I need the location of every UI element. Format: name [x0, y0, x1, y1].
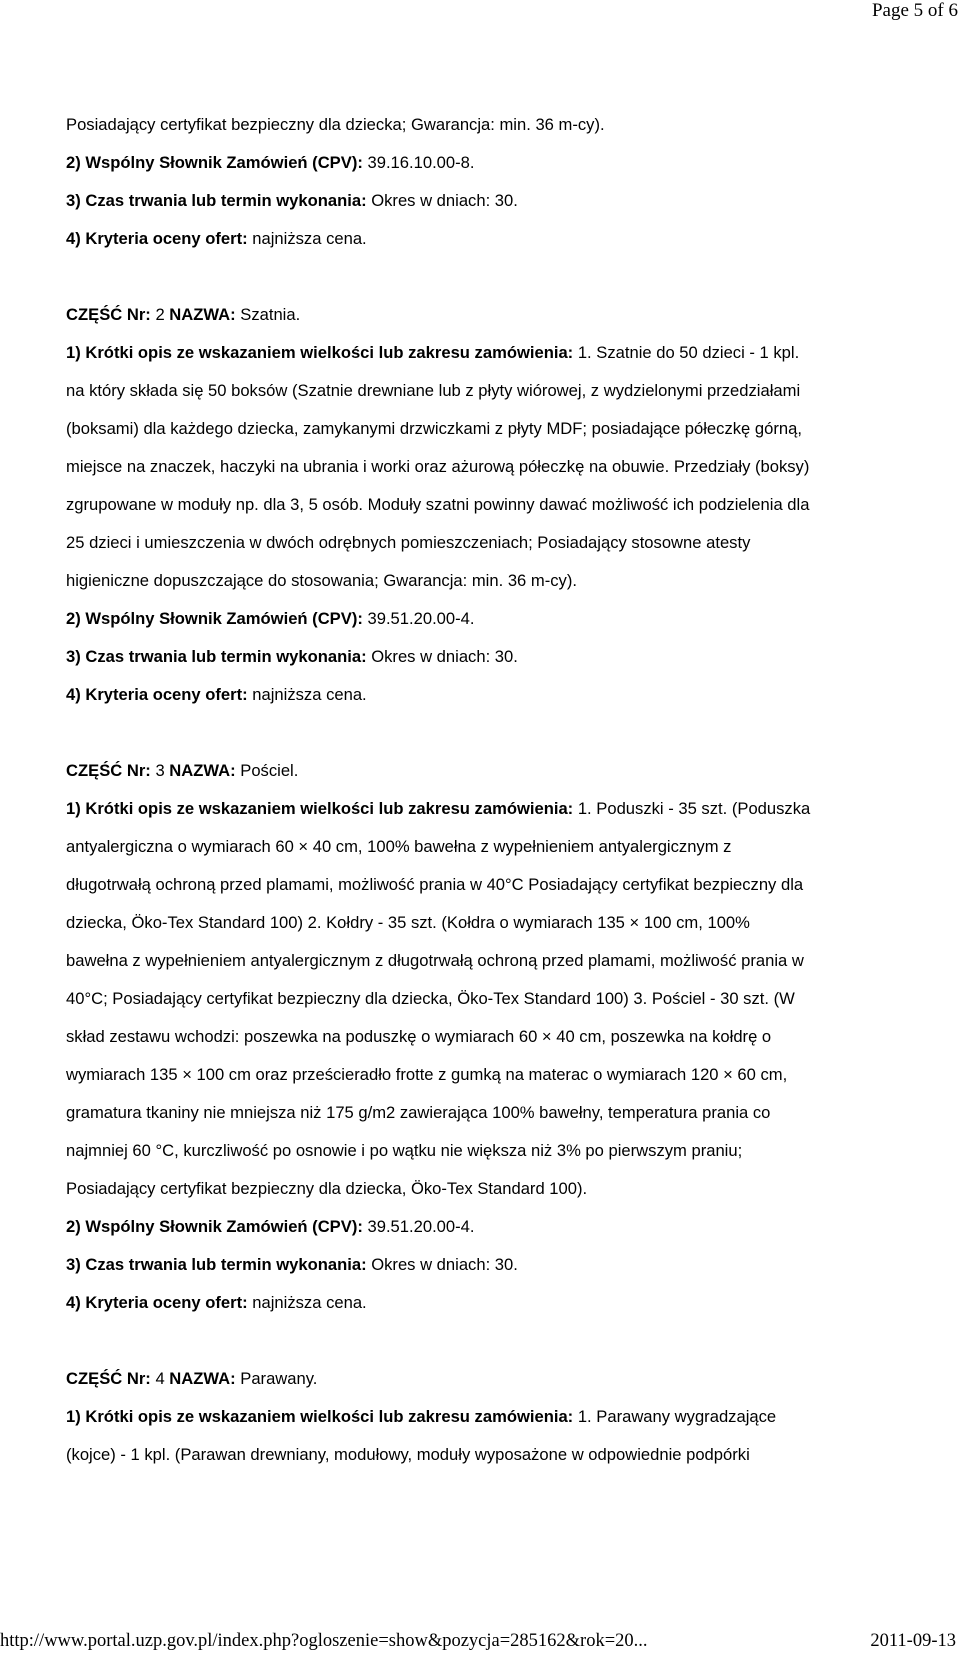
field-label: 1) Krótki opis ze wskazaniem wielkości lub zakresu zamówienia: — [66, 799, 578, 818]
field-value: Posiadający certyfikat bezpieczny dla dziecka; Gwarancja: min. 36 m-cy). — [66, 115, 605, 134]
text-line — [66, 904, 946, 942]
paragraph-gap — [66, 714, 946, 752]
text-line — [66, 866, 946, 904]
field-value: najniższa cena. — [252, 229, 367, 248]
text-line — [66, 448, 946, 486]
text-line — [66, 372, 946, 410]
text-line — [66, 562, 946, 600]
field-value: długotrwałą ochroną przed plamami, możliwość prania w 40°C Posiadający certyfikat bezpieczny dla — [66, 875, 804, 894]
field-value: 39.51.20.00-4. — [367, 1217, 475, 1236]
field-label: NAZWA: — [169, 1369, 241, 1388]
field-value: 1. Parawany wygradzające — [577, 1407, 777, 1426]
paragraph-gap — [66, 1322, 946, 1360]
page-header — [0, 0, 960, 30]
field-label: NAZWA: — [169, 761, 241, 780]
field-label: 3) Czas trwania lub termin wykonania: — [66, 647, 372, 666]
field-value: Szatnia. — [240, 305, 301, 324]
page-footer — [0, 1630, 960, 1654]
field-label: 1) Krótki opis ze wskazaniem wielkości lub zakresu zamówienia: — [66, 1407, 578, 1426]
field-label: CZĘŚĆ Nr: — [66, 305, 156, 324]
text-line — [66, 410, 946, 448]
text-line — [66, 1360, 946, 1398]
field-value: Pościel. — [240, 761, 299, 780]
field-value: najniższa cena. — [252, 1293, 367, 1312]
document-body — [66, 106, 946, 1474]
field-label: 2) Wspólny Słownik Zamówień (CPV): — [66, 609, 368, 628]
footer-date: 2011-09-13 — [870, 1631, 956, 1651]
field-value: Okres w dniach: 30. — [371, 191, 518, 210]
text-line — [66, 638, 946, 676]
field-value: bawełna z wypełnieniem antyalergicznym z długotrwałą ochroną przed plamami, możliwość prania w — [66, 951, 804, 970]
field-label: 4) Kryteria oceny ofert: — [66, 685, 253, 704]
field-value: na który składa się 50 boksów (Szatnie drewniane lub z płyty wiórowej, z wydzielonymi przedziałami — [66, 381, 801, 400]
text-line — [66, 296, 946, 334]
text-line — [66, 106, 946, 144]
field-value: 39.16.10.00-8. — [367, 153, 475, 172]
field-label: 3) Czas trwania lub termin wykonania: — [66, 1255, 372, 1274]
page-number: Page 5 of 6 — [871, 0, 958, 21]
field-label: 4) Kryteria oceny ofert: — [66, 1293, 253, 1312]
field-value: zgrupowane w moduły np. dla 3, 5 osób. Moduły szatni powinny dawać możliwość ich podzielenia dla — [66, 495, 810, 514]
text-line — [66, 828, 946, 866]
field-value: 1. Poduszki - 35 szt. (Poduszka — [577, 799, 811, 818]
text-line — [66, 676, 946, 714]
text-line — [66, 1094, 946, 1132]
field-value: 4 — [155, 1369, 170, 1388]
field-label: CZĘŚĆ Nr: — [66, 761, 156, 780]
field-value: gramatura tkaniny nie mniejsza niż 175 g/m2 zawierająca 100% bawełny, temperatura prania co — [66, 1103, 771, 1122]
field-value: Posiadający certyfikat bezpieczny dla dziecka, Öko-Tex Standard 100). — [66, 1179, 588, 1198]
field-value: wymiarach 135 × 100 cm oraz prześcieradło frotte z gumką na materac o wymiarach 120 × 60 cm, — [66, 1065, 788, 1084]
text-line — [66, 1436, 946, 1474]
text-line — [66, 1284, 946, 1322]
field-value: dziecka, Öko-Tex Standard 100) 2. Kołdry - 35 szt. (Kołdra o wymiarach 135 × 100 cm, 100% — [66, 913, 750, 932]
text-line — [66, 1246, 946, 1284]
text-line — [66, 790, 946, 828]
field-value: 25 dzieci i umieszczenia w dwóch odrębnych pomieszczeniach; Posiadający stosowne atesty — [66, 533, 751, 552]
field-value: (boksami) dla każdego dziecka, zamykanymi drzwiczkami z płyty MDF; posiadające półeczkę górną, — [66, 419, 802, 438]
text-line — [66, 600, 946, 638]
field-value: Parawany. — [240, 1369, 318, 1388]
text-line — [66, 1398, 946, 1436]
text-line — [66, 1056, 946, 1094]
field-value: antyalergiczna o wymiarach 60 × 40 cm, 100% bawełna z wypełnieniem antyalergicznym z — [66, 837, 732, 856]
field-value: 1. Szatnie do 50 dzieci - 1 kpl. — [577, 343, 800, 362]
field-label: CZĘŚĆ Nr: — [66, 1369, 156, 1388]
text-line — [66, 752, 946, 790]
field-label: NAZWA: — [169, 305, 241, 324]
field-value: skład zestawu wchodzi: poszewka na poduszkę o wymiarach 60 × 40 cm, poszewka na kołdrę o — [66, 1027, 772, 1046]
field-value: 39.51.20.00-4. — [367, 609, 475, 628]
field-label: 2) Wspólny Słownik Zamówień (CPV): — [66, 153, 368, 172]
field-value: najmniej 60 °C, kurczliwość po osnowie i po wątku nie większa niż 3% po pierwszym praniu; — [66, 1141, 743, 1160]
text-line — [66, 942, 946, 980]
footer-url: http://www.portal.uzp.gov.pl/index.php?ogloszenie=show&pozycja=285162&rok=20... — [0, 1631, 648, 1651]
field-value: Okres w dniach: 30. — [371, 647, 518, 666]
text-line — [66, 1208, 946, 1246]
text-line — [66, 1018, 946, 1056]
text-line — [66, 144, 946, 182]
paragraph-gap — [66, 258, 946, 296]
text-line — [66, 980, 946, 1018]
text-line — [66, 220, 946, 258]
field-value: 3 — [155, 761, 170, 780]
field-value: higieniczne dopuszczające do stosowania; Gwarancja: min. 36 m-cy). — [66, 571, 577, 590]
field-label: 2) Wspólny Słownik Zamówień (CPV): — [66, 1217, 368, 1236]
text-line — [66, 486, 946, 524]
text-line — [66, 182, 946, 220]
text-line — [66, 1132, 946, 1170]
field-value: najniższa cena. — [252, 685, 367, 704]
field-value: (kojce) - 1 kpl. (Parawan drewniany, modułowy, moduły wyposażone w odpowiednie podpórki — [66, 1445, 750, 1464]
field-value: 2 — [155, 305, 170, 324]
text-line — [66, 334, 946, 372]
field-label: 3) Czas trwania lub termin wykonania: — [66, 191, 372, 210]
field-value: miejsce na znaczek, haczyki na ubrania i worki oraz ażurową półeczkę na obuwie. Przedziały (boksy) — [66, 457, 810, 476]
text-line — [66, 524, 946, 562]
field-label: 4) Kryteria oceny ofert: — [66, 229, 253, 248]
text-line — [66, 1170, 946, 1208]
field-label: 1) Krótki opis ze wskazaniem wielkości lub zakresu zamówienia: — [66, 343, 578, 362]
field-value: 40°C; Posiadający certyfikat bezpieczny dla dziecka, Öko-Tex Standard 100) 3. Pościel - 30 szt. (W — [66, 989, 795, 1008]
field-value: Okres w dniach: 30. — [371, 1255, 518, 1274]
